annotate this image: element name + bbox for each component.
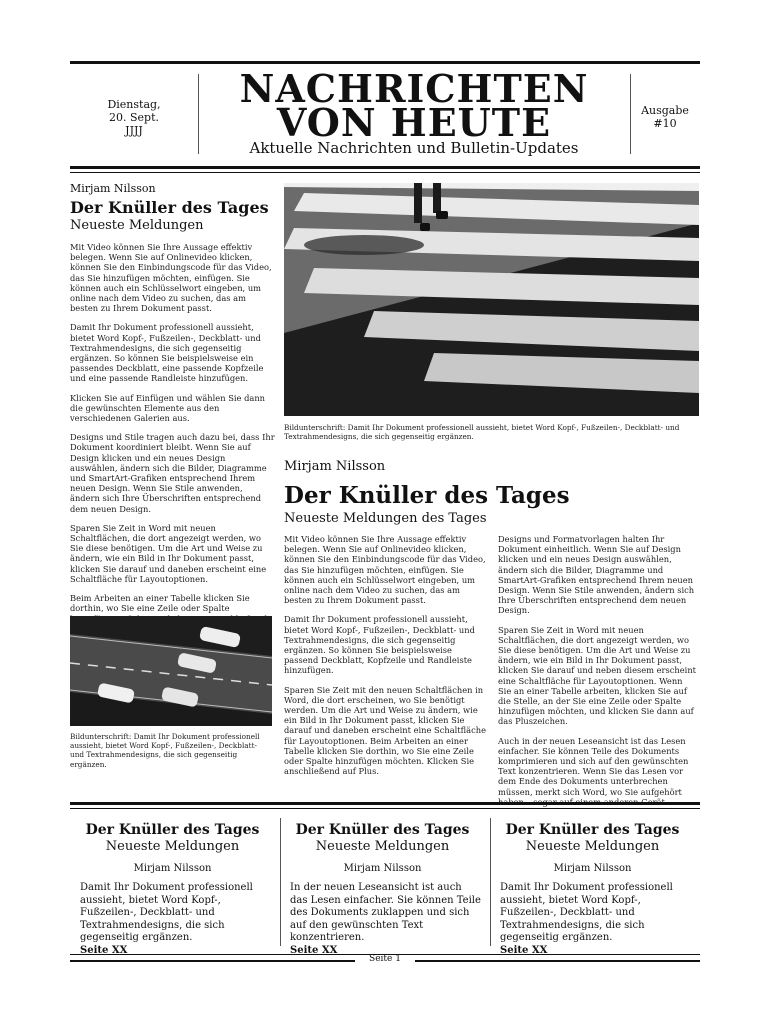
bottom-story-subheadline: Neueste Meldungen xyxy=(105,839,240,854)
main-story-headline: Der Knüller des Tages xyxy=(284,482,570,509)
bottom-story-3 xyxy=(490,822,695,956)
crosswalk-photo xyxy=(284,183,699,416)
bottom-story-headline: Der Knüller des Tages xyxy=(85,822,260,838)
footer-rule-right xyxy=(415,960,700,962)
bottom-section-rule-thick xyxy=(70,802,700,805)
main-story-paragraph: Sparen Sie Zeit mit den neuen Schaltflächen in Word, die dort erscheinen, wo Sie benötigt werden. Um die Art und Weise zu ändern, wie ein Bild in Ihr Dokument passt, klicken Sie darauf und daneben erscheint eine Schaltfläche für Layoutoptionen. Beim Arbeiten an einer Tabelle klicken Sie dorthin, wo Sie eine Zeile oder Spalte hinzufügen möchten. Klicken Sie anschließend auf Plus. xyxy=(284,684,487,777)
main-story-paragraph: Designs und Formatvorlagen halten Ihr Dokument einheitlich. Wenn Sie auf Design klicken und ein neues Design auswählen, ändern sich die Bilder, Diagramme und SmartArt-Grafiken entsprechend Ihrem neuen Design. Wenn Sie Stile anwenden, ändern sich Ihre Überschriften entsprechend dem neuen Design. xyxy=(498,534,695,616)
masthead-bottom-rule-thin xyxy=(70,172,700,173)
main-story-paragraph: Mit Video können Sie Ihre Aussage effektiv belegen. Wenn Sie auf Onlinevideo klicken, können Sie den Einbindungscode für das Video, das Sie hinzufügen möchten, einfügen. Sie können auch ein Schlüsselwort eingeben, um online nach dem Video zu suchen, das am besten zu Ihrem Dokument passt. xyxy=(284,534,486,606)
footer-rule-left xyxy=(70,960,355,962)
left-story-paragraph: Sparen Sie Zeit in Word mit neuen Schaltflächen, die dort angezeigt werden, wo Sie diese benötigen. Um die Art und Weise zu ändern, wie ein Bild in Ihr Dokument passt, klicken Sie darauf und daneben erscheint eine Schaltfläche für Layoutoptionen. xyxy=(70,522,267,584)
bottom-story-author: Mirjam Nilsson xyxy=(343,863,422,874)
newspaper-title xyxy=(198,66,630,145)
bottom-story-page-ref: Seite XX xyxy=(290,944,338,956)
bottom-section-rule-thin xyxy=(70,808,700,809)
bottom-story-page-ref: Seite XX xyxy=(80,944,128,956)
main-story-paragraph: Damit Ihr Dokument professionell aussieht, bietet Word Kopf-, Fußzeilen-, Deckblatt- und Textrahmendesigns, die sich gegenseitig ergänzen. So können Sie beispielsweise passend Deckblatt, Kopfzeile und Randleiste hinzufügen. xyxy=(284,614,475,676)
main-story-paragraph: Auch in der neuen Leseansicht ist das Lesen einfacher. Sie können Teile des Dokuments komprimieren und sich auf den gewünschten Text konzentrieren. Wenn Sie das Lesen vor dem Ende des Dokuments unterbrechen müssen, merkt sich Word, wo Sie aufgehört haben – sogar auf einem anderen Gerät. xyxy=(498,735,689,807)
bottom-story-headline: Der Knüller des Tages xyxy=(505,822,680,838)
left-story-headline: Der Knüller des Tages xyxy=(70,198,269,217)
left-story-author: Mirjam Nilsson xyxy=(70,182,156,195)
issue-value: #10 xyxy=(653,117,677,130)
bottom-story-body: In der neuen Leseansicht ist auch das Lesen einfacher. Sie können Teile des Dokuments zuklappen und sich auf den gewünschten Text konzentrieren. xyxy=(290,882,481,943)
crosswalk-photo-graphic xyxy=(284,183,699,416)
road-photo-graphic xyxy=(70,616,272,726)
issue-number xyxy=(630,104,700,130)
bottom-story-author: Mirjam Nilsson xyxy=(553,863,632,874)
issue-label: Ausgabe xyxy=(641,104,689,117)
left-story-subheadline: Neueste Meldungen xyxy=(70,218,204,233)
left-story-paragraph: Mit Video können Sie Ihre Aussage effektiv belegen. Wenn Sie auf Onlinevideo klicken, können Sie den Einbindungscode für das Video, das Sie hinzufügen möchten, einfügen. Sie können auch ein Schlüsselwort eingeben, um online nach dem Video zu suchen, das am besten zu Ihrem Dokument passt. xyxy=(70,242,272,314)
title-line-2: VON HEUTE xyxy=(276,100,552,145)
main-story-paragraph: Sparen Sie Zeit in Word mit neuen Schaltflächen, die dort angezeigt werden, wo Sie diese benötigen. Um die Art und Weise zu ändern, wie ein Bild in Ihr Dokument passt, klicken Sie darauf und neben diesem erscheint eine Schaltfläche für Layoutoptionen. Wenn Sie an einer Tabelle arbeiten, klicken Sie auf die Stelle, an der Sie eine Zeile oder Spalte hinzufügen möchten, und klicken Sie dann auf das Pluszeichen. xyxy=(498,624,697,727)
issue-date xyxy=(70,98,198,137)
main-story-subheadline: Neueste Meldungen des Tages xyxy=(284,511,487,526)
main-story-column-2 xyxy=(498,534,698,816)
bottom-story-author: Mirjam Nilsson xyxy=(133,863,212,874)
left-story-paragraph: Beim Arbeiten an einer Tabelle klicken Sie dorthin, wo Sie eine Zeile oder Spalte xyxy=(70,593,250,614)
left-story-paragraph: Damit Ihr Dokument professionell aussieht, bietet Word Kopf-, Fußzeilen-, Deckblatt- und Textrahmendesigns, die sich gegenseitig ergänzen. So können Sie beispielsweise ein passendes Deckblatt, eine passende Kopfzeile und eine passende Randleiste hinzufügen. xyxy=(70,322,264,384)
left-story-paragraph: Designs und Stile tragen auch dazu bei, dass Ihr Dokument koordiniert bleibt. Wenn Sie auf Design klicken und ein neues Design auswählen, ändern sich die Bilder, Diagramme und SmartArt-Grafiken entsprechend Ihrem neuen Design. Wenn Sie Stile anwenden, ändern sich Ihre Überschriften entsprechend dem neuen Design. xyxy=(70,432,275,514)
bottom-story-headline: Der Knüller des Tages xyxy=(295,822,470,838)
left-story-body xyxy=(70,242,275,643)
main-story-author: Mirjam Nilsson xyxy=(284,459,386,474)
left-story-paragraph: Klicken Sie auf Einfügen und wählen Sie dann die gewünschten Elemente aus den verschiedenen Galerien aus. xyxy=(70,392,266,424)
road-traffic-photo xyxy=(70,616,272,726)
date-weekday: Dienstag, xyxy=(107,98,161,111)
date-day-month: 20. Sept. xyxy=(109,111,159,124)
crosswalk-photo-caption: Bildunterschrift: Damit Ihr Dokument professionell aussieht, bietet Word Kopf-, Fußzeilen-, Deckblatt- und Textrahmendesigns, die sich gegenseitig ergänzen. xyxy=(284,423,680,442)
bottom-story-body: Damit Ihr Dokument professionell aussieht, bietet Word Kopf-, Fußzeilen-, Deckblatt- und Textrahmendesigns, die sich gegenseitig ergänzen. xyxy=(500,882,673,943)
bottom-story-2 xyxy=(280,822,485,956)
date-year: JJJJ xyxy=(125,124,143,137)
masthead-bottom-rule-thick xyxy=(70,166,700,169)
masthead-top-rule xyxy=(70,61,700,64)
bottom-story-page-ref: Seite XX xyxy=(500,944,548,956)
page-number: Seite 1 xyxy=(369,954,401,964)
bottom-story-subheadline: Neueste Meldungen xyxy=(315,839,450,854)
bottom-story-body: Damit Ihr Dokument professionell aussieht, bietet Word Kopf-, Fußzeilen-, Deckblatt- und Textrahmendesigns, die sich gegenseitig ergänzen. xyxy=(80,882,253,943)
newspaper-subtitle: Aktuelle Nachrichten und Bulletin-Updates xyxy=(249,139,579,157)
bottom-story-subheadline: Neueste Meldungen xyxy=(525,839,660,854)
bottom-story-1 xyxy=(70,822,275,956)
main-story-column-1 xyxy=(284,534,488,785)
title-line-1: NACHRICHTEN xyxy=(239,66,589,111)
road-photo-caption: Bildunterschrift: Damit Ihr Dokument professionell aussieht, bietet Word Kopf-, Fußzeilen-, Deckblatt- und Textrahmendesigns, die sich gegenseitig ergänzen. xyxy=(70,732,260,769)
